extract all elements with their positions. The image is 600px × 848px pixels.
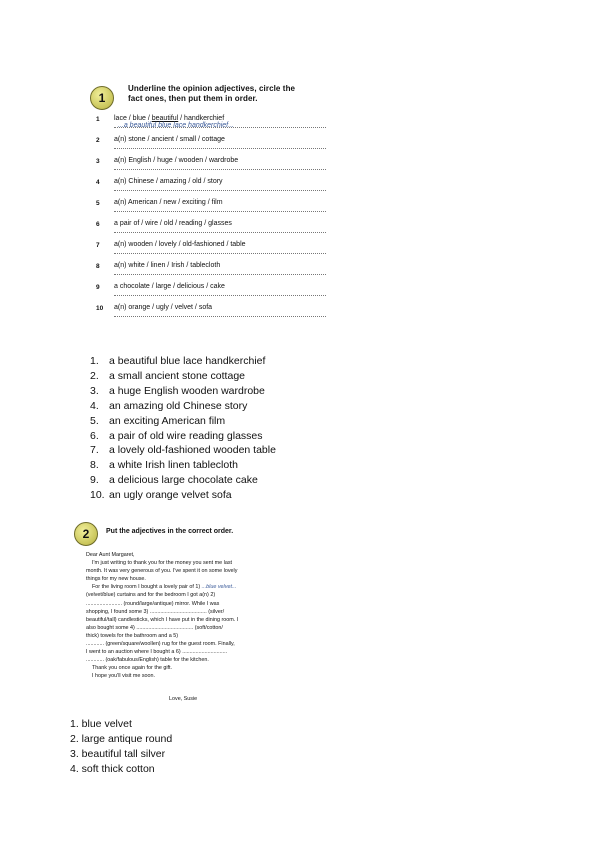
letter-line: I hope you'll visit me soon. (92, 673, 156, 680)
list-item (90, 414, 276, 429)
exercise-item (94, 116, 336, 137)
letter-line: I went to an auction where I bought a 6) .............................. (86, 649, 228, 656)
item-number: 8 (96, 263, 100, 270)
list-number: 4. (90, 399, 99, 412)
item-number: 1 (96, 116, 100, 123)
list-item: 2. large antique round (70, 732, 173, 745)
item-number: 6 (96, 221, 100, 228)
item-words: a(n) Chinese / amazing / old / story (114, 178, 223, 185)
instruction-line-1: Underline the opinion adjectives, circle the (128, 84, 296, 93)
exercise-2 (74, 518, 289, 708)
list-number: 10. (90, 489, 105, 502)
item-number: 9 (96, 284, 100, 291)
list-number: 1. (90, 355, 99, 367)
item-words: a(n) orange / ugly / velvet / sofa (114, 304, 213, 311)
item-words: a(n) American / new / exciting / film (114, 199, 223, 206)
item-number: 5 (96, 200, 100, 207)
handwritten-answer: ...a beautiful blue lace handkerchief... (118, 122, 234, 129)
letter-line: beautiful/tall) candlesticks, which I have put in the dining room. I (86, 616, 239, 623)
letter-sign-off: Love, Susie (169, 696, 198, 702)
exercise-number-badge (90, 86, 114, 110)
list-item (90, 473, 276, 488)
list-item (90, 458, 276, 473)
list-item: 1. blue velvet (70, 718, 132, 730)
answer-line (114, 274, 326, 275)
exercise-item (94, 284, 336, 305)
item-number: 3 (96, 158, 100, 165)
item-words: a(n) stone / ancient / small / cottage (114, 136, 225, 143)
answer-line (114, 253, 326, 254)
exercise-items (94, 116, 336, 326)
item-words: a(n) English / huge / wooden / wardrobe (114, 157, 239, 164)
item-number: 4 (96, 179, 100, 186)
letter-line: things for my new house. (86, 576, 146, 583)
exercise-instruction: Put the adjectives in the correct order. (106, 528, 234, 535)
letter-line: (velvet/blue) curtains and for the bedroom I got a(n) 2) (86, 592, 216, 599)
list-item: 3. beautiful tall silver (70, 747, 166, 760)
underlined-word: beautiful (151, 115, 179, 122)
letter-line: I'm just writing to thank you for the money you sent me last (92, 560, 233, 567)
instruction-line-2: fact ones, then put them in order. (128, 94, 258, 103)
list-text: a small ancient stone cottage (109, 369, 245, 382)
list-text: a delicious large chocolate cake (109, 474, 258, 487)
exercise-number: 1 (98, 91, 106, 105)
item-words (114, 115, 224, 122)
list-number: 7. (90, 444, 99, 457)
item-number: 10 (96, 305, 104, 312)
exercise-item (94, 179, 336, 200)
list-number: 5. (90, 414, 99, 427)
letter-line: shopping, I found some 3) ...................................... (silver/ (86, 608, 225, 615)
list-item (90, 369, 276, 384)
answer-line (114, 295, 326, 296)
list-text: a white Irish linen tablecloth (109, 459, 238, 472)
item-words: a pair of / wire / old / reading / glasses (114, 220, 232, 227)
list-item (90, 443, 276, 458)
answer-line (114, 232, 326, 233)
letter-line: ............ (green/square/woollen) rug for the guest room. Finally, (86, 641, 235, 648)
letter-greeting: Dear Aunt Margaret, (86, 552, 135, 558)
item-words: a(n) white / linen / Irish / tablecloth (114, 262, 221, 269)
answer-line (114, 148, 326, 149)
item-words-pre: lace / blue / (114, 115, 152, 122)
exercise-number: 2 (82, 527, 90, 541)
list-text: a pair of old wire reading glasses (109, 429, 263, 442)
letter-line (86, 583, 286, 591)
letter-text (86, 551, 286, 681)
list-text: an amazing old Chinese story (109, 399, 248, 412)
letter-line: thick) towels for the bathroom and a 5) (86, 632, 178, 639)
answer-list-2 (70, 717, 172, 777)
answer-line (114, 316, 326, 317)
letter-line-text: For the living room I bought a lovely pair of 1) (92, 584, 201, 591)
answer-list-1 (90, 354, 276, 503)
letter-line: Thank you once again for the gift. (92, 665, 173, 672)
list-item (90, 488, 276, 503)
list-text: an exciting American film (109, 414, 226, 427)
item-number: 7 (96, 242, 100, 249)
exercise-item (94, 200, 336, 221)
list-number: 2. (90, 369, 99, 382)
list-number: 9. (90, 474, 99, 487)
exercise-item (94, 305, 336, 326)
answer-line (114, 127, 326, 128)
list-item (90, 399, 276, 414)
exercise-number-badge (74, 522, 98, 546)
item-words: a chocolate / large / delicious / cake (114, 283, 225, 290)
item-number: 2 (96, 137, 100, 144)
list-number: 8. (90, 459, 99, 472)
exercise-item (94, 158, 336, 179)
letter-line: ........................ (round/large/antique) mirror. While I was (86, 600, 220, 607)
list-item (90, 429, 276, 444)
exercise-item (94, 242, 336, 263)
exercise-item (94, 263, 336, 284)
letter-line: also bought some 4) ...................................... (soft/cotton/ (86, 624, 223, 631)
letter-line: ............ (oak/fabulous/English) table for the kitchen. (86, 657, 209, 664)
list-number: 3. (90, 384, 99, 397)
exercise-instruction (128, 84, 338, 104)
handwritten-answer: ...blue velvet... (201, 584, 237, 591)
list-text: an ugly orange velvet sofa (109, 489, 232, 502)
list-item: 4. soft thick cotton (70, 762, 155, 775)
item-words: a(n) wooden / lovely / old-fashioned / table (114, 241, 246, 248)
answer-line (114, 169, 326, 170)
list-text: a beautiful blue lace handkerchief (109, 355, 266, 367)
answer-line (114, 211, 326, 212)
item-words-post: / handkerchief (178, 115, 225, 122)
list-text: a lovely old-fashioned wooden table (109, 444, 276, 457)
exercise-item (94, 221, 336, 242)
letter-line: month. It was very generous of you. I've spent it on some lovely (86, 568, 238, 575)
list-text: a huge English wooden wardrobe (109, 384, 265, 397)
list-number: 6. (90, 429, 99, 442)
exercise-item (94, 137, 336, 158)
list-item (90, 354, 276, 369)
list-item (90, 384, 276, 399)
answer-line (114, 190, 326, 191)
